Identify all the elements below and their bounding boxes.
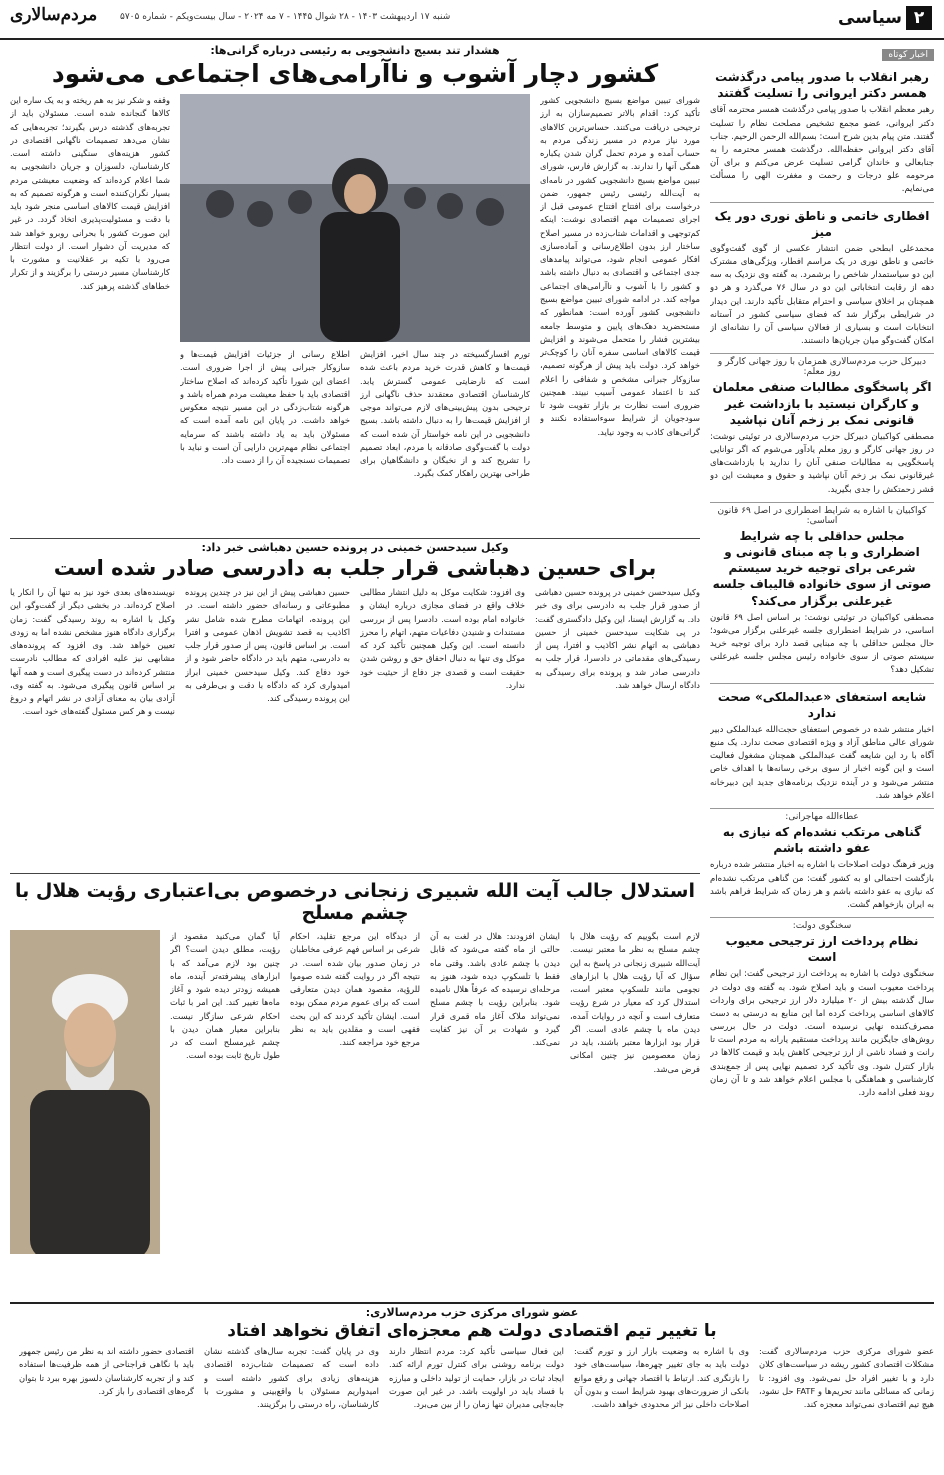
- article-basij-warning: [10, 42, 700, 538]
- paragraph: آیا گمان می‌کنید مقصود از رؤیت، مطلق دیدن است؟ اگر چنین بود لازم می‌آمد که با ابزارهای پیشرفته‌تر آینده، ماه همیشه زودتر دیده شود و آغاز ماه‌ها تغییر کند. این امر با ثبات احکام شرعی سازگار نیست. بنابراین معیار همان دیدن با چشم غیرمسلح است که در طول تاریخ ثابت بوده است.: [170, 931, 280, 1061]
- article-text: [290, 930, 420, 1254]
- paragraph: وی با اشاره به وضعیت بازار ارز و تورم گفت: دولت باید به جای تغییر چهره‌ها، سیاست‌های خود را بازنگری کند. ارتباط با اقتصاد جهانی و رفع موانع بانکی از ضرورت‌های بهبود شرایط است و بدون آن اصلاحات داخلی نیز اثر محدودی خواهد داشت.: [574, 1346, 749, 1410]
- cleric-illustration: [10, 930, 160, 1254]
- article-text: [535, 586, 700, 866]
- article-dehbashi: [10, 539, 700, 873]
- article-headline: کشور دچار آشوب و ناآرامی‌های اجتماعی می‌شود: [51, 59, 659, 88]
- paragraph: ایشان افزودند: هلال در لغت به آن حالتی از ماه گفته می‌شود که قابل دیدن با چشم عادی باشد. وقتی ماه فقط با تلسکوپ دیده شود، هنوز به مرحله‌ای نرسیده که عرفاً هلال نامیده شود. بنابراین رؤیت با چشم مسلح نمی‌تواند ملاک آغاز ماه قمری قرار گیرد و شهادت بر آن نیز کفایت نمی‌کند.: [430, 931, 560, 1048]
- brief-item: [710, 809, 934, 918]
- paragraph: اطلاع رسانی از جزئیات افزایش قیمت‌ها و سازوکار جبرانی پیش از اجرا ضروری است. اعضای این شورا تأکید کرده‌اند که اصلاح ساختار اقتصادی باید با حفظ معیشت مردم همراه باشد و هرگونه شتاب‌زدگی در این مسیر نتیجه معکوس خواهد داشت. در پایان این نامه آمده است که مسئولان باید به یاد داشته باشند که سرمایه اجتماعی نظام مهم‌ترین دارایی آن است و نباید با تصمیمات نسنجیده آن را از دست داد.: [180, 349, 350, 466]
- newspaper-logo: مردم‌سالاری: [10, 5, 98, 25]
- main-content: [10, 42, 700, 1254]
- paragraph: اقتصادی حضور داشته اند به نظر من رئیس جمهور باید با نگاهی فراجناحی از همه ظرفیت‌ها استفاده کند و از تجربه کارشناسان دلسوز بهره ببرد تا بتوان گره‌های اقتصادی را باز کرد.: [19, 1346, 194, 1396]
- brief-item: [710, 918, 934, 1105]
- paragraph: لازم است بگوییم که رؤیت هلال با چشم مسلح به نظر ما معتبر نیست. آیت‌الله شبیری زنجانی در پاسخ به این سؤال که آیا رؤیت هلال با ابزارهای نجومی مانند تلسکوپ معتبر است، استدلال کرد که معیار در شرع رؤیت متعارف است و آنچه در روایات آمده، دیدن ماه با چشم عادی است. اگر قرار بود ابزارها معتبر باشند، باید در زمان معصومین نیز چنین امکانی فرض می‌شد.: [570, 931, 700, 1074]
- paragraph: عضو شورای مرکزی حزب مردم‌سالاری گفت: مشکلات اقتصادی کشور ریشه در سیاست‌های کلان دارد و با تغییر افراد حل نمی‌شود. وی افزود: تا زمانی که مسائلی مانند تحریم‌ها و FATF حل نشود، هیچ تیم اقتصادی نمی‌تواند معجزه کند.: [759, 1346, 934, 1410]
- article-text: [19, 1345, 194, 1465]
- article-text: [430, 930, 560, 1254]
- news-brief-sidebar: [710, 42, 934, 1297]
- article-text: [574, 1345, 749, 1465]
- brief-body: اخبار منتشر شده در خصوص استعفای حجت‌الله عبدالملکی دبیر شورای عالی مناطق آزاد و ویژه اقتصادی صحت ندارد. یک منبع آگاه با رد این شایعه گفت عبدالملکی همچنان مشغول فعالیت است و این گونه اخبار از سوی برخی رسانه‌ها با اهداف خاص منتشر می‌شود و در آینده نزدیک برنامه‌های جدید این دبیرخانه اعلام خواهد شد.: [710, 724, 934, 801]
- brief-headline: اگر پاسخگوی مطالبات صنفی معلمان و کارگران نیستید با بازداشت غیر قانونی نمک بر زخم آنان نپاشید: [712, 380, 932, 427]
- article-text: [360, 348, 530, 524]
- article-text: [204, 1345, 379, 1465]
- paragraph: شورای تبیین مواضع بسیج دانشجویی کشور تأکید کرد: اقدام بالاتر تصمیم‌سازان به ارز ترجیحی دریافت می‌کنند. حساس‌ترین کالاهای مورد نیاز مردم در مسیر زندگی مردم به حساب آمده و مردم تحمل گران شدن یکباره همگی آنها را ندارند. به گزارش فارس، شورای تبیین مواضع بسیج دانشجویی کشور در نامه‌ای به آیت‌الله رئیسی رئیس جمهور، ضمن درخواست برای افتتاح افتتاح عمومی قبل از اجرای تصمیمات مهم اقتصادی نوشت: اینکه کم‌توجهی و اقدامات شتاب‌زده در مسیر اصلاح ساختار ارز بدون اطلاع‌رسانی و آماده‌سازی افکار عمومی انجام شود، می‌تواند پیامدهای جدی اجتماعی و اقتصادی به دنبال داشته باشد و کشور را با آشوب و ناآرامی‌های اجتماعی مواجه کند.: [540, 95, 700, 304]
- brief-headline: شایعه استعفای «عبدالملکی» صحت ندارد: [717, 689, 927, 720]
- brief-body: مصطفی کواکبیان در توئیتی نوشت: بر اساس اصل ۶۹ قانون اساسی، در شرایط اضطراری جلسه غیرعلنی برگزار می‌شود؛ حال مجلس حداقلی با چه مبنایی قصد دارد برای توجیه خرید سیستم صوتی از سوی خانواده رئیس مجلس جلسه غیرعلنی تشکیل دهد؟: [710, 612, 934, 676]
- article-text: [540, 94, 700, 524]
- article-moon-sighting: [10, 874, 700, 1254]
- brief-kicker: کواکبیان با اشاره به شرایط اضطراری در اصل ۶۹ قانون اساسی:: [717, 505, 927, 526]
- paragraph: تورم افسارگسیخته در چند سال اخیر، افزایش قیمت‌ها و کاهش قدرت خرید مردم باعث شده است که نارضایتی عمومی گسترش یابد. کارشناسان اقتصادی معتقدند حذف ناگهانی ارز ترجیحی بدون پیش‌بینی‌های لازم می‌تواند موجی از افزایش قیمت‌ها را به دنبال داشته باشد. بسیج دانشجویی در این نامه خواستار آن شده است که دولت با گفت‌وگوی صادقانه با مردم، ابعاد تصمیم را تشریح کند و از نخبگان و دانشگاهیان برای طراحی بهترین راهکار کمک بگیرد.: [360, 349, 530, 479]
- crowd-illustration: [180, 94, 530, 342]
- section-badge: [838, 6, 932, 30]
- article-text: [170, 930, 280, 1254]
- paragraph: وی در پایان گفت: تجربه سال‌های گذشته نشان داده است که تصمیمات شتاب‌زده اقتصادی هزینه‌های زیادی برای کشور داشته است و امیدواریم مسئولان با واقع‌بینی و مشورت با کارشناسان، راه درستی را برگزینند.: [204, 1346, 379, 1410]
- brief-body: سخنگوی دولت با اشاره به پرداخت ارز ترجیحی گفت: این نظام پرداخت معیوب است و باید اصلاح شود. به گفته وی دولت در سال گذشته بیش از ۲۰ میلیارد دلار ارز ترجیحی برای واردات کالاهای اساسی پرداخت کرده اما این منابع به درستی به دست مصرف‌کننده نهایی نرسیده است. دولت در حال بررسی روش‌های جایگزین مانند پرداخت مستقیم یارانه به مردم است تا رانت و فساد ناشی از ارز ترجیحی کاهش یابد و قیمت کالاها در بازار کنترل شود. وی تأکید کرد تصمیم نهایی پس از جمع‌بندی کارشناسی و هماهنگی با مجلس اعلام خواهد شد و تا آن زمان روند فعلی ادامه دارد.: [710, 969, 934, 1098]
- article-kicker: هشدار تند بسیج دانشجویی به رئیسی درباره گرانی‌ها:: [210, 44, 500, 57]
- brief-item: [710, 354, 934, 502]
- article-text: [389, 1345, 564, 1465]
- article-text: [759, 1345, 934, 1465]
- brief-headline: گناهی مرتکب نشده‌ام که نیازی به عفو داشته باشم: [722, 824, 922, 856]
- section-title: سیاسی: [838, 8, 902, 28]
- brief-item: [710, 203, 934, 355]
- brief-kicker: سخنگوی دولت:: [792, 921, 852, 932]
- paragraph: این فعال سیاسی تأکید کرد: مردم انتظار دارند دولت برنامه روشنی برای کنترل تورم ارائه کند. ایجاد ثبات در بازار، حمایت از تولید داخلی و مبارزه با فساد باید در اولویت باشد. در غیر این صورت جابه‌جایی مدیران تنها زمان را از بین می‌برد.: [389, 1346, 564, 1410]
- article-text: [10, 94, 170, 524]
- article-text: [185, 586, 350, 866]
- article-economy-team: [10, 1302, 934, 1469]
- paragraph: وی افزود: شکایت موکل به دلیل انتشار مطالبی خلاف واقع در فضای مجازی درباره ایشان و خانواده امام بوده است. دادسرا پس از بررسی مستندات و شنیدن دفاعیات متهم، اتهام را محرز دانسته است. این وکیل همچنین تأکید کرد که موکل وی تنها به دنبال احقاق حق و روشن شدن حقیقت است و قصدی جز دفاع از حیثیت خود ندارد.: [360, 587, 525, 690]
- date-line: شنبه ۱۷ اردیبهشت ۱۴۰۳ - ۲۸ شوال ۱۴۴۵ - ۷ مه ۲۰۲۴ - سال بیست‌ویکم - شماره ۵۷۰۵: [120, 12, 451, 22]
- article-text: [10, 586, 175, 866]
- brief-body: مصطفی کواکبیان دبیرکل حزب مردم‌سالاری در توئیتی نوشت: در روز جهانی کارگر و روز معلم یادآور می‌شوم که اگر توانایی پاسخگویی به مطالبات صنفی آنان را ندارید با بازداشت‌های غیرقانونی نمک بر زخم آنان نپاشید و حقوق و معیشت این دو قشر زحمتکش را جدی بگیرید.: [710, 431, 934, 495]
- brief-headline: رهبر انقلاب با صدور پیامی درگذشت همسر دکتر ایروانی را تسلیت گفتند: [715, 70, 929, 101]
- brief-kicker: دبیرکل حزب مردم‌سالاری همزمان با روز جهانی کارگر و روز معلم:: [717, 357, 927, 378]
- paragraph: وقفه و شکر نیز به هم ریخته و به یک ساره این کالاها گنجانده شده است. مسئولان باید از تجربه‌های گذشته درس بگیرند؛ تجربه‌هایی که نشان می‌دهد تصمیمات ناگهانی اقتصادی در کشور هزینه‌های سنگینی داشته است. کارشناسان، دلسوزان و جریان دانشجویی به شما اعلام کرده‌اند که وضعیت معیشتی مردم بسیار نگران‌کننده است و هرگونه تصمیم که به افزایش قیمت کالاهای اساسی منجر شود باید با دقت و مسئولیت‌پذیری اتخاذ گردد. در غیر این صورت کشور با بحرانی روبرو خواهد شد که مدیریت آن دشوار است. از دولت انتظار می‌رود با تکیه بر عقلانیت و مشورت با کارشناسان مسیر درستی را برگزیند و از تکرار خطاهای گذشته پرهیز کند.: [10, 95, 170, 291]
- paragraph: از دیدگاه این مرجع تقلید، احکام شرعی بر اساس فهم عرفی مخاطبان در زمان صدور بیان شده است. در نتیجه اگر در روایت گفته شده صوموا للرؤیة، مقصود همان دیدن متعارفی است که برای عموم مردم ممکن بوده است. ایشان تأکید کردند که این بحث فقهی است و مقلدین باید به نظر مرجع خود مراجعه کنند.: [290, 931, 420, 1048]
- photo-and-columns: [180, 94, 530, 524]
- article-text: [180, 348, 350, 524]
- brief-body: وزیر فرهنگ دولت اصلاحات با اشاره به اخبار منتشر شده درباره بازگشت احتمالی او به کشور گفت: من گناهی مرتکب نشده‌ام که نیازی به عفو داشته باشم و هر زمان که شرایط فراهم باشد به ایران بازخواهم گشت.: [710, 860, 934, 910]
- page-number: ۲: [906, 6, 932, 30]
- sidebar-label: اخبار کوتاه: [882, 49, 934, 61]
- article-headline: استدلال جالب آیت الله شبیری زنجانی درخصوص بی‌اعتباری رؤیت هلال با چشم مسلح: [15, 880, 695, 924]
- brief-headline: افطاری خاتمی و ناطق نوری دور یک میز: [714, 208, 930, 239]
- brief-item: [710, 503, 934, 684]
- brief-headline: نظام پرداخت ارز ترجیحی معیوب است: [725, 934, 919, 965]
- brief-body: محمدعلی ابطحی ضمن انتشار عکسی از گوی گفت‌وگوی خاتمی و ناطق نوری در یک مراسم افطار، ویژگی‌های مشترک این دو سیاستمدار شاخص را برشمرد. به گفته وی نزدیک به سه دهه از رقابت انتخاباتی این دو در سال ۷۶ می‌گذرد و هر دو همچنان بر اخلاق سیاسی و احترام متقابل تأکید دارند. این دیدار در شرایطی برگزار شد که فضای سیاسی کشور در آستانه انتخابات است و بسیاری از فعالان سیاسی آن را نشانه‌ای از امکان گفت‌وگو میان جریان‌ها دانستند.: [710, 243, 934, 347]
- brief-item: [710, 64, 934, 203]
- brief-body: رهبر معظم انقلاب با صدور پیامی درگذشت همسر محترمه آقای دکتر ایروانی، عضو مجمع تشخیص مصلحت نظام را تسلیت گفتند. متن پیام بدین شرح است: بسم‌الله الرحمن الرحیم. جناب آقای دکتر ایروانی حفظه‌الله. درگذشت همسر محترمه را به جنابعالی و خاندان گرامی تسلیت عرض می‌کنم و برای آن مرحومه علو درجات و رحمت و مغفرت الهی را مسألت می‌نمایم.: [710, 105, 934, 195]
- brief-kicker: عطاءالله مهاجرانی:: [785, 811, 859, 822]
- brief-item: [710, 684, 934, 809]
- brief-headline: مجلس حداقلی با چه شرایط اضطراری و با چه مبنای قانونی و شرعی برای توجیه خرید سیستم صوتی از سوی خانواده قالیباف جلسه غیرعلنی برگزار می‌کند؟: [712, 528, 932, 608]
- paragraph: در ادامه شورای تبیین مواضع بسیج دانشجویی کشور آورده است: همانطور که مستحضرید دهک‌های پایین و متوسط جامعه بیشترین فشار را متحمل می‌شوند و افزایش قیمت کالاهای اساسی سفره آنان را کوچک‌تر خواهد کرد. دولت باید پیش از هرگونه تصمیم، سازوکار جبرانی مشخص و شفافی را اعلام کند تا اعتماد عمومی آسیب نبیند. همچنین ضروری است نظارت بر بازار تقویت شود تا سودجویان از شرایط سوءاستفاده نکنند و گرانی‌های کاذب به وجود نیاید.: [540, 293, 700, 437]
- article-text: [360, 586, 525, 866]
- paragraph: نویسنده‌های بعدی خود نیز به تنها آن را انکار یا اصلاح کرده‌اند. در بخشی دیگر از گفت‌وگو، این وکیل با اشاره به روند رسیدگی گفت: زمان برگزاری دادگاه هنوز مشخص نشده اما به زودی تعیین خواهد شد. وی افزود که پرونده‌های مشابهی نیز علیه افرادی که مطالب نادرست منتشر کرده‌اند در دست پیگیری است و همه آنها بر اساس قانون پیگیری می‌شود. به گفته وی، آزادی بیان به معنای آزادی در نشر اتهام و دروغ نیست و هر کس مسئول گفته‌های خود است.: [10, 587, 175, 717]
- president-photo: [180, 94, 530, 342]
- cleric-photo: [10, 930, 160, 1254]
- article-headline: برای حسین دهباشی قرار جلب به دادرسی صادر شده است: [53, 556, 657, 580]
- article-kicker: عضو شورای مرکزی حزب مردم‌سالاری:: [365, 1306, 579, 1319]
- article-text: [570, 930, 700, 1254]
- paragraph: حسین دهباشی پیش از این نیز در چندین پرونده مطبوعاتی و رسانه‌ای حضور داشته است. در این پرونده، اتهامات مطرح شده شامل نشر اکاذیب به قصد تشویش اذهان عمومی و افترا است. بر اساس قانون، پس از صدور قرار جلب به دادرسی، متهم باید در دادگاه حاضر شود و از خود دفاع کند. وکیل سیدحسن خمینی ابراز امیدواری کرد که دادگاه با دقت و بی‌طرفی به این پرونده رسیدگی کند.: [185, 587, 350, 704]
- masthead: [0, 0, 944, 40]
- article-headline: با تغییر تیم اقتصادی دولت هم معجزه‌ای اتفاق نخواهد افتاد: [227, 1321, 717, 1341]
- paragraph: وکیل سیدحسن خمینی در پرونده حسین دهباشی از صدور قرار جلب به دادرسی برای وی خبر داد. به گزارش ایسنا، این وکیل دادگستری گفت: در پی شکایت سیدحسن خمینی از حسین دهباشی به اتهام نشر اکاذیب و افترا، پس از رسیدگی‌های مقدماتی در دادسرا، قرار جلب به دادرسی صادر شد و پرونده برای رسیدگی به دادگاه ارسال خواهد شد.: [535, 587, 700, 690]
- article-kicker: وکیل سیدحسن خمینی در پرونده حسین دهباشی خبر داد:: [201, 541, 509, 554]
